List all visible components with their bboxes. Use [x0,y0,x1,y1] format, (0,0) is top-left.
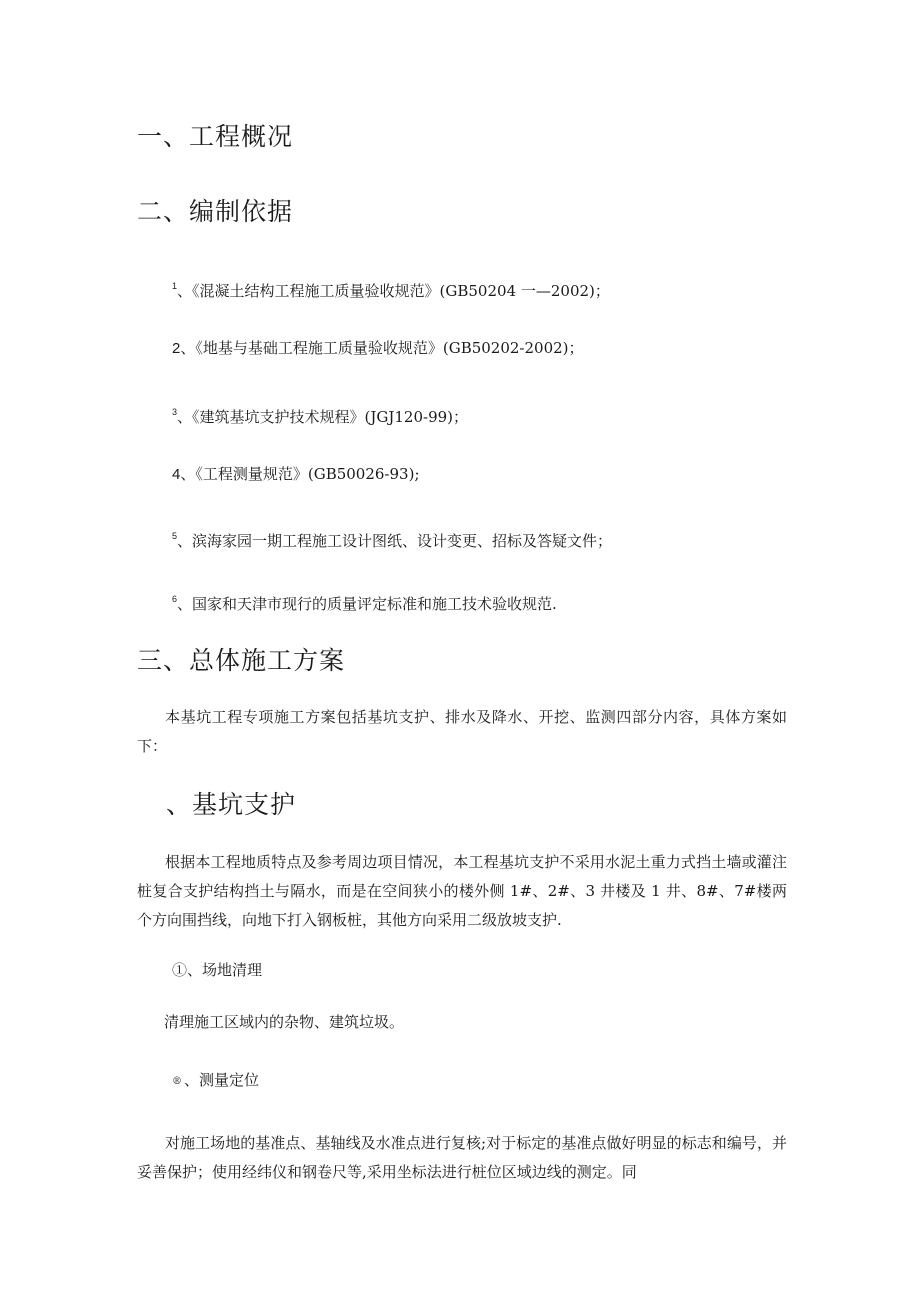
reference-separator: 、 [180,465,196,483]
intro-paragraph: 本基坑工程专项施工方案包括基坑支护、排水及降水、开挖、监测四部分内容，具体方案如下： [137,708,787,755]
support-paragraph: 根据本工程地质特点及参考周边项目情况，本工程基坑支护不采用水泥土重力式挡土墙或灌注桩复合支护结构挡土与隔水，而是在空间狭小的楼外侧 1#、2#、3 井楼及 1 井、8#、7#楼两个方向围挡线，向地下打入钢板桩，其他方向采用二级放坡支护. [137,853,787,929]
section-heading-basis: 二、编制依据 [137,197,294,226]
reference-text: 国家和天津市现行的质量评定标准和施工技术验收规范. [192,595,557,613]
reference-text: 滨海家园一期工程施工设计图纸、设计变更、招标及答疑文件； [192,532,613,550]
reference-item [172,589,557,614]
reference-text: 《地基与基础工程施工质量验收规范》(GB50202-2002)； [195,339,584,357]
reference-item [172,402,468,427]
survey-paragraph: 对施工场地的基准点、基轴线及水准点进行复核;对于标定的基准点做好明显的标志和编号，并妥善保护；使用经纬仪和钢卷尺等,采用坐标法进行桩位区域边线的测定。同 [137,1134,787,1181]
subsection-heading-pit-support: 、基坑支护 [166,790,297,819]
step-heading-site-clearing [172,960,262,980]
reference-text: 《混凝土结构工程施工质量验收规范》(GB50204 一—2002)； [192,282,610,300]
reference-separator: 、 [177,595,193,613]
section-heading-plan: 三、总体施工方案 [137,646,346,675]
reference-separator: 、 [177,282,193,300]
step-marker: ® [172,1076,182,1087]
reference-number: 4 [172,466,181,483]
reference-number: 5 [172,531,178,541]
step-title: 、场地清理 [187,961,263,979]
reference-number: 1 [172,281,178,291]
step-heading-survey [172,1070,259,1092]
reference-number: 2 [172,340,181,357]
reference-number: 6 [172,594,178,604]
step-marker: ① [172,961,188,979]
reference-text: 《建筑基坑支护技术规程》(JGJ120-99)； [192,408,469,426]
step-title: 、测量定位 [184,1071,260,1089]
reference-item [172,338,584,359]
step-body-site-clearing: 清理施工区域内的杂物、建筑垃圾。 [164,1013,405,1031]
section-heading-overview: 一、工程概况 [137,122,294,151]
reference-item [172,526,612,551]
reference-separator: 、 [180,339,196,357]
reference-separator: 、 [177,532,193,550]
reference-item [172,464,420,485]
reference-number: 3 [172,407,178,417]
reference-item [172,276,610,301]
reference-separator: 、 [177,408,193,426]
reference-text: 《工程测量规范》(GB50026-93); [195,465,420,483]
